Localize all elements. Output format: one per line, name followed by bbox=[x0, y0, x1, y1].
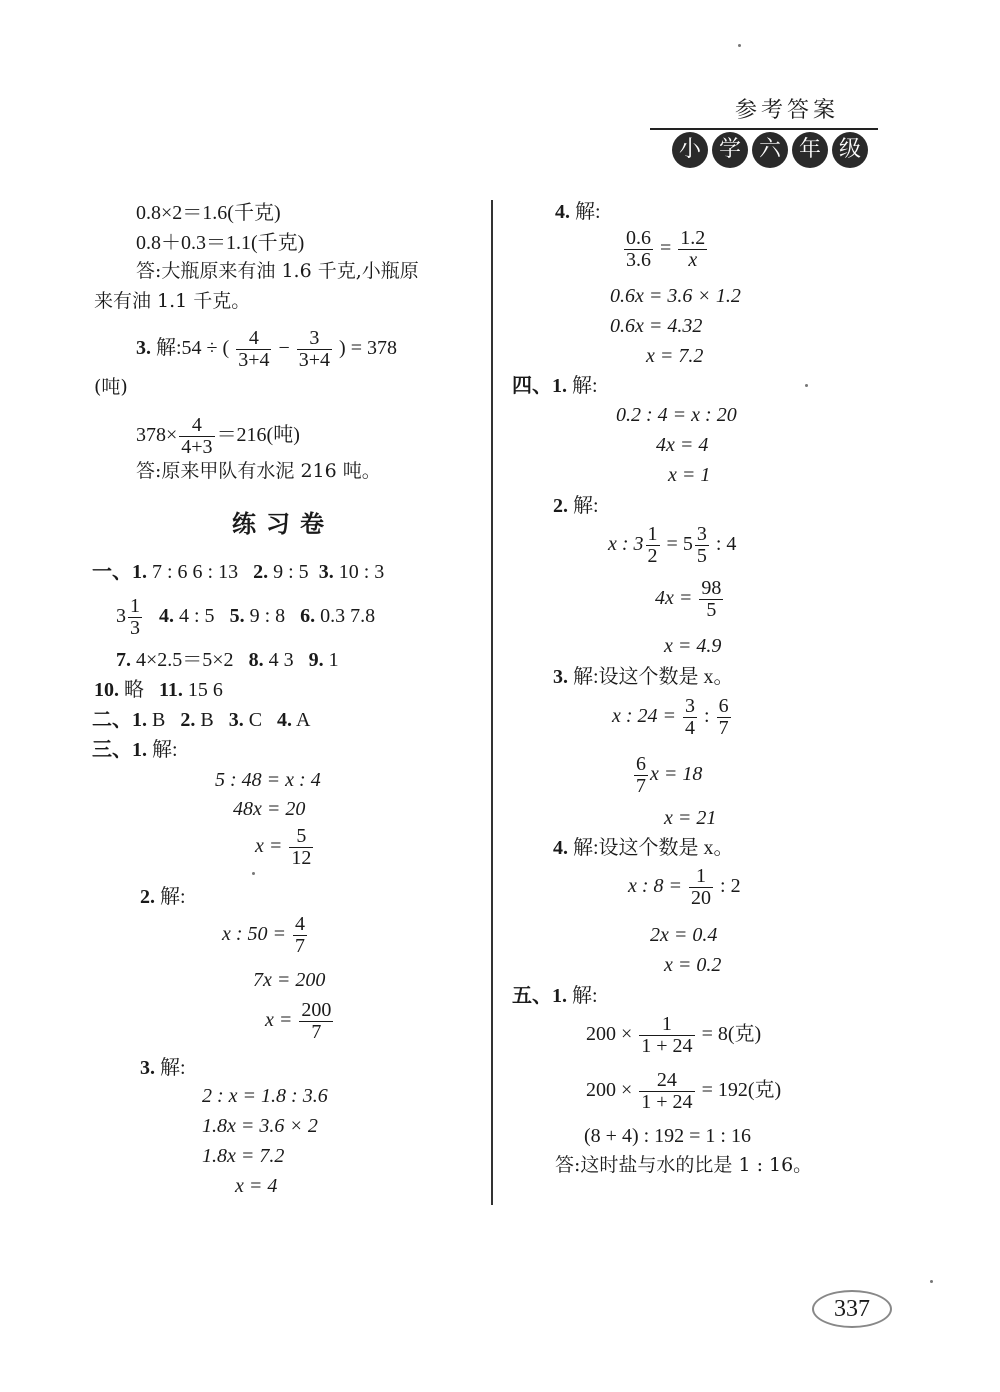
question-header bbox=[92, 740, 178, 760]
equation bbox=[632, 754, 702, 797]
answer-value: 15 6 bbox=[187, 679, 223, 701]
answer-value: 10 : 3 bbox=[338, 561, 385, 583]
scan-speck bbox=[805, 384, 808, 387]
denominator: 20 bbox=[691, 887, 712, 909]
expr-part: : 4 bbox=[715, 533, 737, 556]
fraction bbox=[695, 524, 709, 567]
question-number: 9. bbox=[308, 649, 324, 671]
answer-row bbox=[94, 680, 223, 700]
answer-line: 来有油 1.1 千克。 bbox=[94, 290, 251, 312]
question-number: 2. bbox=[140, 886, 155, 908]
expr-part: x = bbox=[265, 1009, 293, 1032]
numerator: 3 bbox=[696, 523, 707, 545]
equation: 4x = 4 bbox=[656, 434, 709, 456]
fraction bbox=[639, 1070, 694, 1113]
fraction bbox=[678, 228, 707, 271]
expr-part: 378× bbox=[136, 424, 178, 447]
denominator: 7 bbox=[718, 717, 729, 739]
question-number: 4. bbox=[555, 201, 570, 223]
solve-label: 解: bbox=[572, 985, 598, 1007]
equation: 1.8x = 3.6 × 2 bbox=[202, 1115, 318, 1137]
fraction bbox=[297, 328, 332, 371]
fraction bbox=[299, 1000, 333, 1043]
numerator: 6 bbox=[636, 753, 646, 775]
expr-part: x : 50 = bbox=[222, 923, 287, 946]
numerator: 1 bbox=[689, 866, 713, 888]
question-number: 5. bbox=[229, 605, 245, 628]
grade-char: 小 bbox=[672, 132, 708, 168]
numerator: 98 bbox=[701, 577, 722, 599]
denominator: 1 + 24 bbox=[641, 1035, 693, 1057]
page-number: 337 bbox=[812, 1290, 892, 1328]
equation bbox=[622, 228, 709, 271]
denominator: 7 bbox=[295, 935, 306, 957]
equation: 2x = 0.4 bbox=[650, 924, 718, 946]
fraction bbox=[236, 328, 271, 371]
question-number: 3. bbox=[318, 561, 334, 583]
solve-label: 解: bbox=[152, 739, 178, 761]
grade-char: 学 bbox=[712, 132, 748, 168]
question-number: 11. bbox=[159, 679, 183, 701]
fraction bbox=[128, 596, 142, 639]
denominator: 7 bbox=[636, 775, 646, 797]
numerator: 5 bbox=[289, 826, 313, 848]
scan-speck bbox=[930, 1280, 933, 1283]
question-number: 五、1. bbox=[512, 985, 567, 1007]
numerator: 1 bbox=[639, 1014, 694, 1036]
answer-value: 1 bbox=[328, 649, 339, 671]
denominator: 5 bbox=[706, 599, 717, 621]
denominator: 1 + 24 bbox=[641, 1091, 693, 1113]
answer-value: 7 : 6 6 : 13 bbox=[152, 561, 239, 583]
answer-row bbox=[116, 596, 375, 639]
equation: x = 7.2 bbox=[646, 345, 704, 367]
expr-part: 4x = bbox=[655, 587, 693, 610]
scan-speck bbox=[738, 44, 741, 47]
question-number: 2. bbox=[180, 709, 196, 731]
numerator: 3 bbox=[297, 328, 332, 350]
answer-line: 答:原来甲队有水泥 216 吨。 bbox=[136, 460, 381, 482]
expr-part: = 8(克) bbox=[701, 1023, 762, 1046]
denominator: 4 bbox=[685, 717, 696, 739]
numerator: 4 bbox=[179, 415, 214, 437]
question-number: 四、1. bbox=[512, 375, 567, 397]
question-number: 4. bbox=[277, 709, 293, 731]
fraction bbox=[646, 524, 660, 567]
equation bbox=[586, 1014, 761, 1057]
question-number: 4. bbox=[159, 605, 174, 628]
denominator: 4+3 bbox=[181, 436, 213, 458]
answer-line: 0.8×2＝1.6(千克) bbox=[136, 202, 281, 224]
numerator: 0.6 bbox=[626, 227, 651, 249]
fraction bbox=[624, 228, 653, 271]
expr-part: x = bbox=[255, 835, 283, 858]
expr-part: 200 × bbox=[586, 1079, 633, 1102]
answer-value: 4 3 bbox=[268, 649, 294, 671]
question-number: 4. bbox=[553, 837, 568, 859]
question-number: 一、1. bbox=[92, 561, 147, 583]
fraction bbox=[689, 866, 713, 909]
equation: 0.6x = 3.6 × 1.2 bbox=[610, 285, 741, 307]
fraction bbox=[293, 914, 307, 957]
question-header bbox=[512, 986, 598, 1006]
expr-part: x = 18 bbox=[650, 763, 703, 786]
equation bbox=[265, 1000, 335, 1043]
equation: (8 + 4) : 192 = 1 : 16 bbox=[584, 1125, 751, 1147]
question-header bbox=[553, 667, 734, 687]
denominator: 3+4 bbox=[238, 349, 270, 371]
question-number: 3. bbox=[140, 1057, 155, 1079]
question-number: 7. bbox=[116, 649, 131, 671]
question-header bbox=[512, 376, 598, 396]
denominator: 5 bbox=[696, 545, 707, 567]
equation: 7x = 200 bbox=[253, 969, 326, 991]
numerator: 4 bbox=[236, 328, 271, 350]
answer-value: 略 bbox=[124, 679, 144, 701]
header-rule bbox=[650, 128, 878, 130]
equation: x = 1 bbox=[668, 464, 711, 486]
solve-label: 解:设这个数是 x。 bbox=[573, 666, 734, 688]
grade-char: 年 bbox=[792, 132, 828, 168]
fraction bbox=[717, 696, 731, 739]
numerator: 1.2 bbox=[680, 227, 706, 249]
denominator: 3.6 bbox=[626, 249, 651, 271]
numerator: 24 bbox=[639, 1070, 694, 1092]
equation: 5 : 48 = x : 4 bbox=[215, 769, 321, 791]
denominator: 7 bbox=[311, 1021, 322, 1043]
denominator: 3 bbox=[130, 617, 140, 639]
unit-text: (吨) bbox=[94, 376, 128, 398]
minus-sign: − bbox=[278, 337, 290, 360]
solve-label: 解: bbox=[160, 886, 186, 908]
expr-part: = 5 bbox=[666, 533, 693, 556]
fraction bbox=[634, 754, 648, 797]
expr-part: 解:54 ÷ ( bbox=[156, 337, 230, 360]
solve-label: 解: bbox=[572, 375, 598, 397]
answer-value: C bbox=[248, 709, 263, 731]
expr-part: ) = 378 bbox=[339, 337, 397, 360]
question-header bbox=[553, 838, 734, 858]
expr-part: x : 8 = bbox=[628, 875, 683, 898]
answer-line: 答:大瓶原来有油 1.6 千克,小瓶原 bbox=[136, 260, 419, 282]
denominator: 3+4 bbox=[298, 349, 331, 371]
solve-label: 解: bbox=[573, 495, 599, 517]
numerator: 3 bbox=[685, 695, 696, 717]
expr-part: x : 3 bbox=[608, 533, 644, 556]
answer-line: 答:这时盐与水的比是 1 : 16。 bbox=[555, 1154, 813, 1176]
expr-part: ＝216(吨) bbox=[216, 424, 300, 447]
question-number: 6. bbox=[300, 605, 316, 628]
problem-number: 3. bbox=[136, 337, 151, 360]
question-number: 三、1. bbox=[92, 739, 147, 761]
answer-key-title: 参考答案 bbox=[735, 98, 840, 123]
question-number: 10. bbox=[94, 679, 119, 701]
grade-char: 六 bbox=[752, 132, 788, 168]
scan-speck bbox=[252, 872, 255, 875]
question-number: 2. bbox=[553, 495, 568, 517]
numerator: 6 bbox=[718, 695, 729, 717]
equation: 48x = 20 bbox=[233, 798, 306, 820]
denominator: 12 bbox=[291, 847, 312, 869]
question-number: 2. bbox=[253, 561, 269, 583]
answer-row bbox=[92, 710, 310, 730]
answer-row bbox=[116, 650, 339, 670]
answer-value: 4×2.5＝5×2 bbox=[136, 649, 234, 671]
equation: 2 : x = 1.8 : 3.6 bbox=[202, 1085, 328, 1107]
fraction bbox=[289, 826, 313, 869]
question-header bbox=[140, 1058, 186, 1078]
equation: x = 4 bbox=[235, 1175, 278, 1197]
answer-value: B bbox=[152, 709, 166, 731]
solve-label: 解:设这个数是 x。 bbox=[573, 837, 734, 859]
question-number: 二、1. bbox=[92, 709, 147, 731]
fraction bbox=[699, 578, 723, 621]
whole-number: 3 bbox=[116, 605, 126, 628]
column-divider bbox=[491, 200, 493, 1205]
equation bbox=[655, 578, 725, 621]
grade-char: 级 bbox=[832, 132, 868, 168]
question-header bbox=[553, 496, 599, 516]
equation: 0.6x = 4.32 bbox=[610, 315, 703, 337]
denominator: x bbox=[688, 249, 698, 271]
fraction bbox=[683, 696, 697, 739]
equation: 1.8x = 7.2 bbox=[202, 1145, 285, 1167]
solve-label: 解: bbox=[575, 201, 601, 223]
equation bbox=[628, 866, 741, 909]
problem-3-equation bbox=[136, 328, 397, 371]
answer-value: 4 : 5 bbox=[179, 605, 215, 628]
question-number: 8. bbox=[248, 649, 264, 671]
numerator: 1 bbox=[130, 595, 140, 617]
equation bbox=[612, 696, 733, 739]
section-title: 练习卷 bbox=[232, 510, 334, 538]
equation: x = 0.2 bbox=[664, 954, 722, 976]
numerator: 1 bbox=[647, 523, 658, 545]
equation bbox=[608, 524, 736, 567]
equation bbox=[222, 914, 309, 957]
equation: x = 4.9 bbox=[664, 635, 722, 657]
equation: x = 21 bbox=[664, 807, 717, 829]
question-header bbox=[140, 887, 186, 907]
colon: : bbox=[704, 705, 710, 728]
equation: 0.2 : 4 = x : 20 bbox=[616, 404, 737, 426]
equation bbox=[255, 826, 315, 869]
answer-row bbox=[92, 562, 384, 582]
question-header bbox=[555, 202, 601, 222]
expr-part: = 192(克) bbox=[701, 1079, 782, 1102]
question-number: 3. bbox=[228, 709, 244, 731]
expr-part: : 2 bbox=[720, 875, 741, 898]
solve-label: 解: bbox=[160, 1057, 186, 1079]
denominator: 2 bbox=[647, 545, 658, 567]
equation bbox=[136, 415, 300, 458]
answer-line: 0.8＋0.3＝1.1(千克) bbox=[136, 232, 305, 254]
fraction bbox=[179, 415, 214, 458]
question-number: 3. bbox=[553, 666, 568, 688]
answer-value: 0.3 7.8 bbox=[320, 605, 376, 628]
expr-part: x : 24 = bbox=[612, 705, 677, 728]
answer-value: A bbox=[295, 709, 311, 731]
answer-value: 9 : 8 bbox=[249, 605, 286, 628]
answer-value: 9 : 5 bbox=[273, 561, 309, 583]
fraction bbox=[639, 1014, 694, 1057]
numerator: 4 bbox=[295, 913, 306, 935]
equals-sign: = bbox=[660, 237, 672, 260]
expr-part: 200 × bbox=[586, 1023, 633, 1046]
answer-value: B bbox=[200, 709, 214, 731]
numerator: 200 bbox=[301, 999, 332, 1021]
equation bbox=[586, 1070, 781, 1113]
